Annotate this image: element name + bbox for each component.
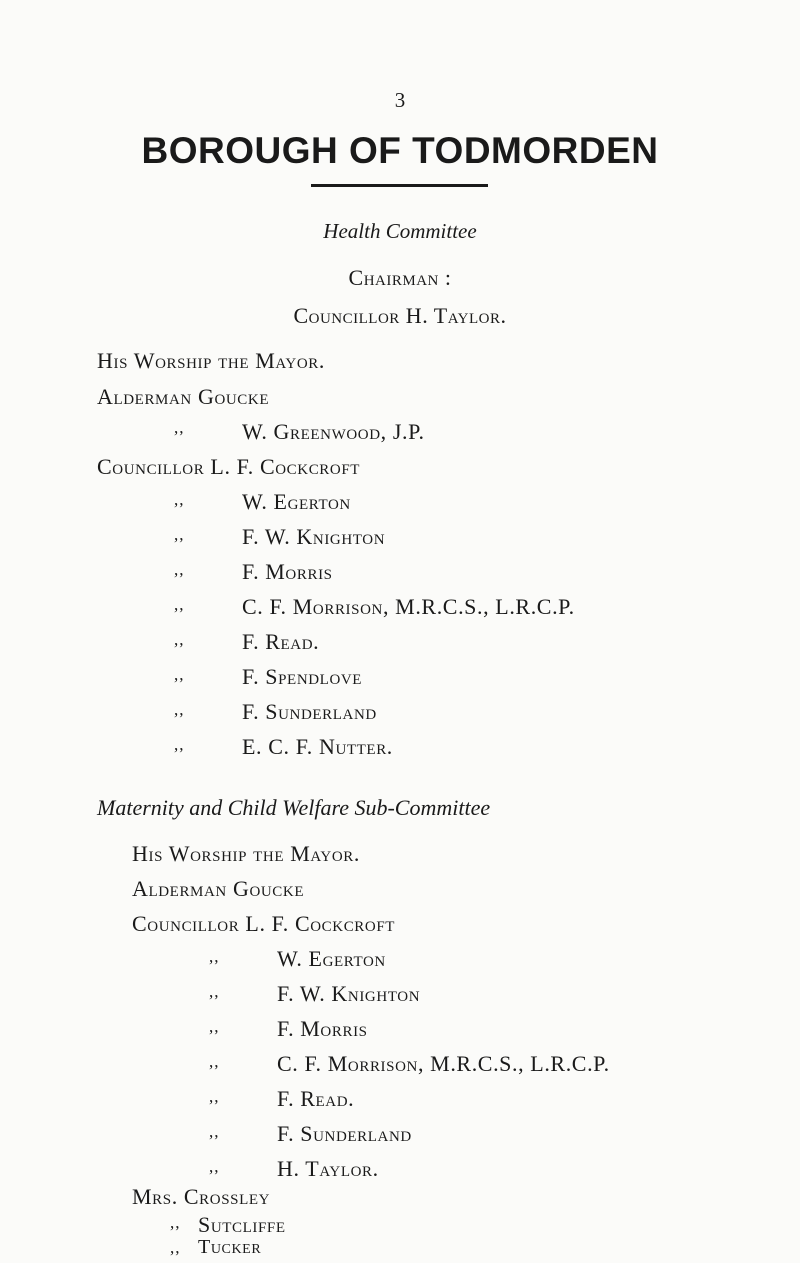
ditto-mark: ,, xyxy=(209,1157,220,1176)
ditto-mark: ,, xyxy=(174,490,185,509)
maternity-committee-heading: Maternity and Child Welfare Sub-Committee xyxy=(97,795,491,820)
member-line: W. Greenwood, J.P. xyxy=(242,419,425,444)
ditto-mark: ,, xyxy=(209,982,220,1001)
member-line: E. C. F. Nutter. xyxy=(242,734,393,759)
health-committee-heading: Health Committee xyxy=(323,219,477,243)
ditto-mark: ,, xyxy=(174,700,185,719)
ditto-mark: ,, xyxy=(170,1213,181,1232)
page-number: 3 xyxy=(394,88,406,112)
ditto-mark: ,, xyxy=(209,947,220,966)
chairman-label: Chairman : xyxy=(348,265,452,290)
member-line: W. Egerton xyxy=(277,946,386,971)
ditto-mark: ,, xyxy=(174,560,185,579)
member-line: H. Taylor. xyxy=(277,1156,379,1181)
member-line: Mrs. Crossley xyxy=(132,1184,271,1209)
title-rule xyxy=(311,184,488,187)
ditto-mark: ,, xyxy=(174,630,185,649)
member-line: F. W. Knighton xyxy=(277,981,421,1006)
member-line: F. W. Knighton xyxy=(242,524,386,549)
member-line: His Worship the Mayor. xyxy=(132,841,360,866)
ditto-mark: ,, xyxy=(209,1052,220,1071)
member-line: F. Morris xyxy=(242,559,333,584)
ditto-mark: ,, xyxy=(174,735,185,754)
member-line: F. Sunderland xyxy=(277,1121,412,1146)
member-line: Sutcliffe xyxy=(198,1212,286,1237)
ditto-mark: ,, xyxy=(174,418,185,437)
member-line: F. Spendlove xyxy=(242,664,363,689)
member-line: C. F. Morrison, M.R.C.S., L.R.C.P. xyxy=(242,594,575,619)
member-line: His Worship the Mayor. xyxy=(97,348,325,373)
ditto-mark: ,, xyxy=(209,1017,220,1036)
member-line: F. Read. xyxy=(242,629,320,654)
ditto-mark: ,, xyxy=(170,1238,181,1257)
member-line: C. F. Morrison, M.R.C.S., L.R.C.P. xyxy=(277,1051,610,1076)
member-line: F. Morris xyxy=(277,1016,368,1041)
member-line: Tucker xyxy=(198,1236,262,1258)
ditto-mark: ,, xyxy=(209,1087,220,1106)
member-line: F. Read. xyxy=(277,1086,355,1111)
page-title: BOROUGH OF TODMORDEN xyxy=(141,130,659,171)
ditto-mark: ,, xyxy=(174,525,185,544)
member-line: W. Egerton xyxy=(242,489,351,514)
member-line: Councillor L. F. Cockcroft xyxy=(132,911,396,936)
member-line: Alderman Goucke xyxy=(132,876,305,901)
ditto-mark: ,, xyxy=(209,1122,220,1141)
ditto-mark: ,, xyxy=(174,665,185,684)
member-line: Councillor L. F. Cockcroft xyxy=(97,454,361,479)
member-line: F. Sunderland xyxy=(242,699,377,724)
member-line: Alderman Goucke xyxy=(97,384,270,409)
chairman-name: Councillor H. Taylor. xyxy=(293,303,507,328)
ditto-mark: ,, xyxy=(174,595,185,614)
